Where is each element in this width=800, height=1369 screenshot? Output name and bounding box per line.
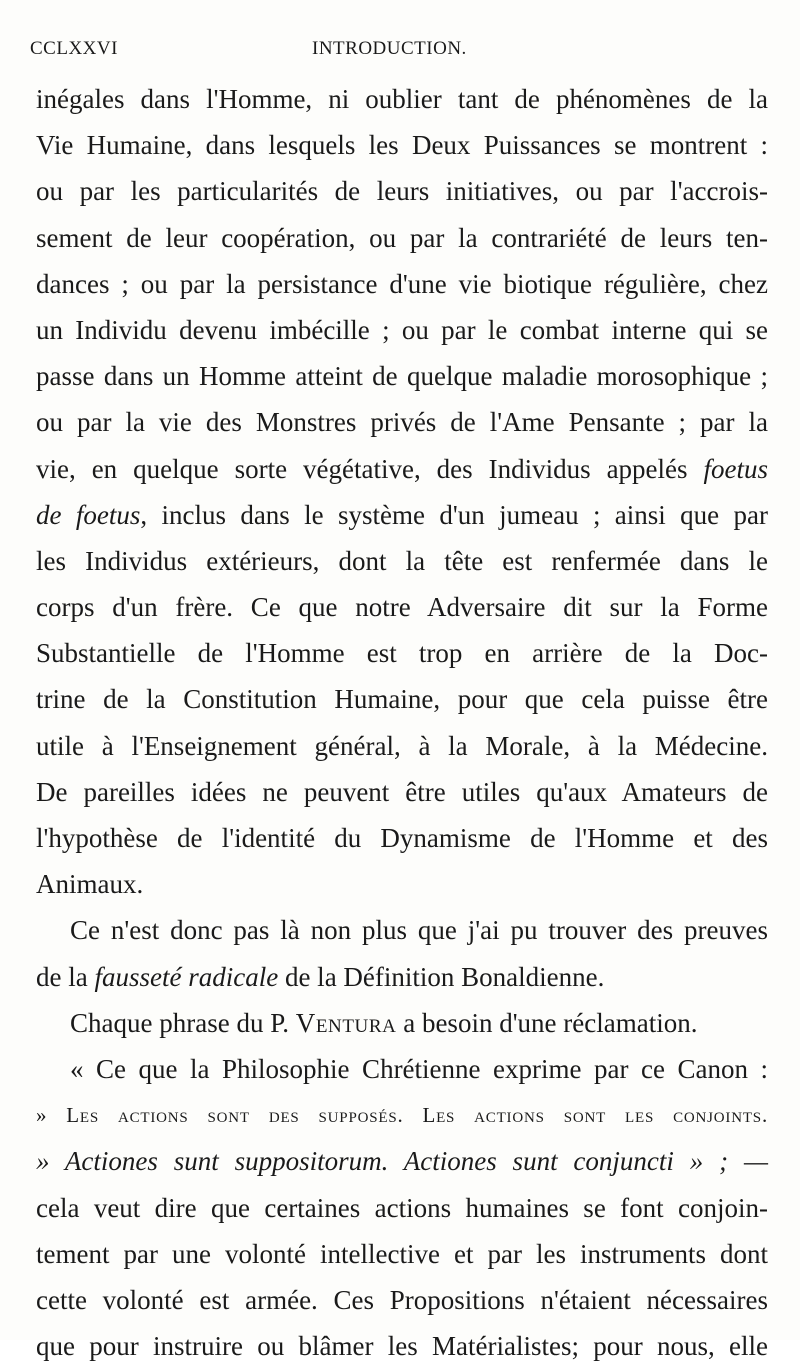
text-line: De pareilles idées ne peuvent être utiles qu'aux Amateurs de [36, 776, 768, 807]
text-line: « Ce que la Philosophie Chrétienne exprime par ce Canon : [70, 1053, 768, 1084]
italic-term: fausseté radicale [94, 961, 279, 992]
text-fragment: , inclus dans le système d'un jumeau ; ainsi que par [140, 499, 768, 530]
latin-canon: » Actiones sunt suppositorum. Actiones sunt conjuncti » ; — [36, 1146, 768, 1177]
author-name: Ventura [295, 1007, 397, 1038]
text-fragment: de la [36, 961, 88, 992]
italic-term: foetus [703, 453, 768, 484]
canon-line: » Les actions sont des supposés. Les actions sont les conjoints. [36, 1103, 768, 1128]
text-line: passe dans un Homme atteint de quelque maladie morosophique ; [36, 361, 768, 392]
text-line [36, 1138, 768, 1184]
text-line: utile à l'Enseignement général, à la Morale, à la Médecine. [36, 730, 768, 761]
text-line: corps d'un frère. Ce que notre Adversaire dit sur la Forme [36, 592, 768, 623]
text-line: dances ; ou par la persistance d'une vie biotique régulière, chez [36, 268, 768, 299]
text-line: ou par les particularités de leurs initiatives, ou par l'accrois- [36, 176, 768, 207]
text-line: les Individus extérieurs, dont la tête est renfermée dans le [36, 545, 768, 576]
text-fragment: a besoin d'une réclamation. [403, 1007, 698, 1038]
page-number: CCLXXVI [30, 38, 118, 59]
text-line: inégales dans l'Homme, ni oublier tant de phénomènes de la [36, 84, 768, 114]
text-line [36, 954, 768, 1000]
body-text [36, 76, 768, 1369]
text-fragment: vie, en quelque sorte végétative, des Individus appelés [36, 453, 688, 484]
text-line: l'hypothèse de l'identité du Dynamisme de l'Homme et des [36, 823, 768, 853]
text-line [36, 492, 768, 538]
text-fragment: Chaque phrase du P. [70, 1007, 289, 1038]
running-title: INTRODUCTION. [312, 38, 467, 59]
text-line [36, 446, 768, 492]
italic-term: de foetus [36, 499, 141, 530]
text-line: tement par une volonté intellective et par les instruments dont [36, 1238, 768, 1269]
text-fragment: de la Définition Bonaldienne. [284, 961, 605, 992]
text-line: sement de leur coopération, ou par la contrariété de leurs ten- [36, 222, 768, 253]
text-line [36, 1000, 768, 1046]
text-line: un Individu devenu imbécille ; ou par le combat interne qui se [36, 314, 768, 345]
text-line: ou par la vie des Monstres privés de l'Ame Pensante ; par la [36, 407, 768, 438]
text-line: Substantielle de l'Homme est trop en arrière de la Doc- [36, 638, 768, 669]
text-line: que pour instruire ou blâmer les Matérialistes; pour nous, elle [36, 1331, 768, 1362]
text-line: trine de la Constitution Humaine, pour que cela puisse être [36, 684, 768, 715]
text-line: Animaux. [36, 869, 144, 900]
text-line: cela veut dire que certaines actions humaines se font conjoin- [36, 1192, 768, 1223]
running-head [30, 38, 760, 64]
text-line: cette volonté est armée. Ces Propositions n'étaient nécessaires [36, 1284, 768, 1315]
text-line: Ce n'est donc pas là non plus que j'ai pu trouver des preuves [70, 915, 768, 946]
text-line: Vie Humaine, dans lesquels les Deux Puissances se montrent : [36, 130, 768, 161]
